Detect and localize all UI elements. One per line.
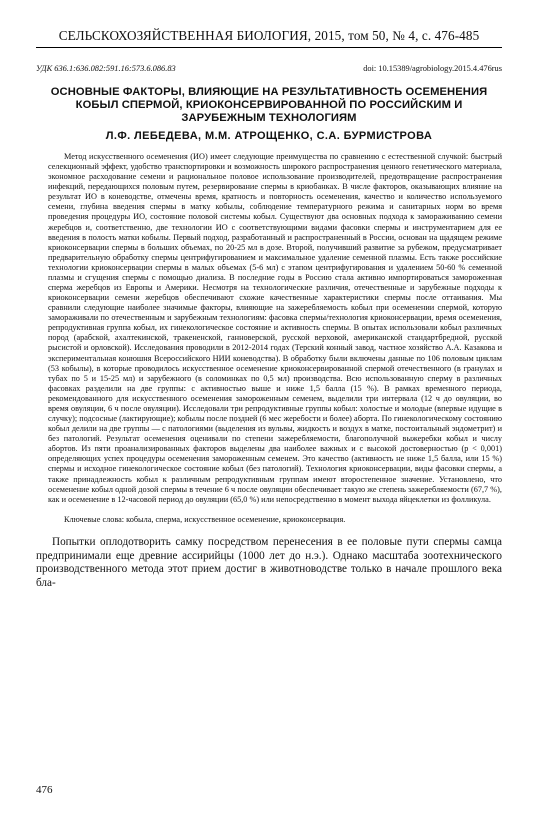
article-title: ОСНОВНЫЕ ФАКТОРЫ, ВЛИЯЮЩИЕ НА РЕЗУЛЬТАТИВНОСТЬ ОСЕМЕНЕНИЯ КОБЫЛ СПЕРМОЙ, КРИОКОНСЕРВИРОВАННОЙ ПО РОССИЙСКИМ И ЗАРУБЕЖНЫМ ТЕХНОЛОГИЯМ [50, 86, 488, 124]
abstract-text: Метод искусственного осеменения (ИО) имеет следующие преимущества по сравнению с естественной случкой: быстрый селекционный эффект, удобство транспортировки и возможность широкого распространения ценного генетического материала, экономное расходование семени и рациональное половое использование производителей, предотвращение распространения инфекций, передающихся половым путем, резервирование спермы в криобанках. В числе факторов, оказывающих влияние на результат ИО в коневодстве, отмечены время, кратность и повторность осеменения, качество и количество используемого семени, глубина введения спермы в матку кобылы, соблюдение температурного режима и санитарных норм во время проведения процедуры ИО, состояние половой системы кобыл. Существуют два основных подхода к замораживанию семени жеребцов и, соответственно, две технологии ИО с соответствующими видами фасовки спермы и инструментарием для ее введения в полость матки кобылы. Первый подход, разработанный и распространенный в России, основан на щадящем режиме криоконсервации спермы в больших объемах, по 20-25 мл в дозе. Второй, получивший развитие за рубежом, предусматривает предварительную обработку спермы центрифугированием и максимальное удаление семенной плазмы. Есть также российские технологии криоконсервации спермы в малых объемах (5-6 мл) с этапом центрифугирования и удалением 50-60 % семенной плазмы и сгущения спермы с помощью диализа. В последние годы в Россию стала активно импортироваться замороженная сперма жеребцов из Европы и Америки. Несмотря на технологические различия, отечественные и зарубежные подходы к криоконсервации семени жеребцов обеспечивают схожие качественные характеристики спермы после оттаивания. Мы сравнили следующие наиболее значимые факторы, влияющие на зажеребляемость кобыл при осеменении спермой, которую замораживали по отечественным и зарубежным технологиям: фасовка спермы/технология криоконсервации, время осеменения, репродуктивная группа кобыл, их гинекологическое состояние и активность спермы. В опытах использовали кобыл различных пород (арабской, ахалтекинской, тракененской, ганноверской, русской верховой, американской стандартбредной, русской рысистой и орловской). Исследования проводили в 2012-2014 годах (Терский конный завод, частное хозяйство А.А. Казакова и экспериментальная конюшня Всероссийского НИИ коневодства). В обработку были включены данные по 106 половым циклам (53 кобылы), в которые проводилось искусственное осеменение криоконсервированной спермой отечественного (в гранулах и тубах по 5 и 15-25 мл) и зарубежного (в соломинках по 0,5 мл) производства. Всю использованную сперму в различных фасовках разделили на две группы: с активностью выше и ниже 1,5 балла (15 %). В рамках временного периода, рекомендованного для искусственного осеменения замороженным семенем, выделили три интервала (12 ч до овуляции, во время овуляции, 6 ч после овуляции). Исследовали три репродуктивные группы кобыл: холостые и молодые (впервые идущие в случку); подсосные (лактирующие); кобылы после поздней (6 мес жеребости и более) аборта. По гинекологическому состоянию кобыл делили на две группы — с патологиями (выделения из вульвы, жидкость и воздух в матке, постоитальный эндометрит) и без патологий. Результат осеменения оценивали по степени зажеребляемости, благополучной выжеребки кобыл и числу абортов. Из пяти проанализированных факторов выделены два наиболее важных и с высокой достоверностью (р < 0,001) определяющих успех процедуры осеменения замороженным семенем. Это качество (активность не ниже 1,5 балла, или 15 %) спермы и исходное гинекологическое состояние кобыл (без патологий). Технология криоконсервации, виды фасовки спермы, а также принадлежность кобыл к различным репродуктивным группам имеют второстепенное значение. Установлено, что осеменение кобыл одной дозой спермы в течение 6 ч после овуляции обеспечивает такую же степень зажеребляемости (67,7 %), как и осеменение в 12-часовой период до овуляции (65,0 %) или непосредственно в момент выхода яйцеклетки из фолликула. [48, 152, 502, 504]
running-head: СЕЛЬСКОХОЗЯЙСТВЕННАЯ БИОЛОГИЯ, 2015, том 50, № 4, с. 476-485 [36, 28, 502, 48]
article-meta [36, 64, 502, 73]
udk-code: УДК 636.1:636.082:591.16:573.6.086.83 [36, 64, 176, 73]
body-paragraph: Попытки оплодотворить самку посредством перенесения в ее половые пути спермы самца предпринимали еще древние ассирийцы (1000 лет до н.э.). Однако масштаба зоотехнического производственного метода этот прием достиг в животноводстве только в начале прошлого века бла- [36, 535, 502, 590]
page-number: 476 [36, 784, 53, 796]
keywords-line: Ключевые слова: кобыла, сперма, искусственное осеменение, криоконсервация. [64, 514, 346, 524]
doi-link[interactable]: doi: 10.15389/agrobiology.2015.4.476rus [363, 64, 502, 73]
article-authors: Л.Ф. ЛЕБЕДЕВА, М.М. АТРОЩЕНКО, С.А. БУРМИСТРОВА [105, 130, 433, 142]
